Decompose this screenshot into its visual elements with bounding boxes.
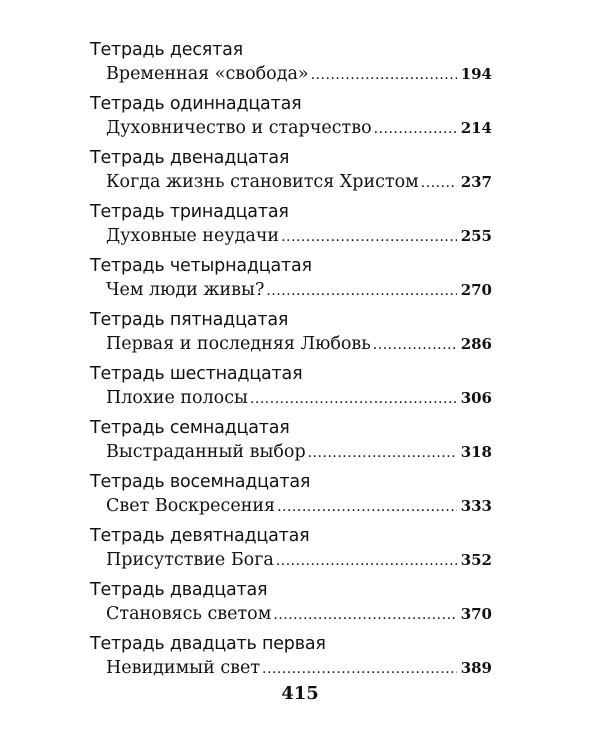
- chapter-page-number: 270: [460, 281, 492, 299]
- notebook-heading: Тетрадь десятая: [90, 40, 243, 60]
- chapter-page-number: 194: [460, 65, 492, 83]
- dot-leader: [250, 387, 457, 411]
- toc-entry: [90, 94, 492, 148]
- chapter-page-number: 255: [460, 227, 492, 245]
- chapter-line: [90, 332, 492, 357]
- table-of-contents: [90, 40, 492, 688]
- chapter-line: [90, 494, 492, 519]
- chapter-title: Свет Воскресения: [106, 496, 276, 516]
- toc-entry: [90, 40, 492, 94]
- chapter-page-number: 389: [460, 659, 492, 677]
- dot-leader: [262, 657, 457, 681]
- chapter-page-number: 306: [460, 389, 492, 407]
- toc-entry: [90, 364, 492, 418]
- toc-entry: [90, 634, 492, 688]
- chapter-line: [90, 440, 492, 465]
- notebook-heading: Тетрадь пятнадцатая: [90, 310, 289, 330]
- dot-leader: [277, 495, 457, 519]
- notebook-heading: Тетрадь восемнадцатая: [90, 472, 311, 492]
- chapter-line: [90, 656, 492, 681]
- dot-leader: [276, 549, 457, 573]
- dot-leader: [421, 171, 457, 195]
- chapter-title: Когда жизнь становится Христом: [106, 172, 419, 192]
- notebook-heading: Тетрадь одиннадцатая: [90, 94, 302, 114]
- chapter-title: Невидимый свет: [106, 658, 261, 678]
- notebook-heading: Тетрадь четырнадцатая: [90, 256, 312, 276]
- chapter-line: [90, 386, 492, 411]
- toc-entry: [90, 580, 492, 634]
- notebook-heading: Тетрадь девятнадцатая: [90, 526, 310, 546]
- toc-entry: [90, 418, 492, 472]
- dot-leader: [308, 441, 457, 465]
- chapter-page-number: 318: [460, 443, 492, 461]
- notebook-heading: Тетрадь тринадцатая: [90, 202, 289, 222]
- toc-entry: [90, 202, 492, 256]
- dot-leader: [311, 63, 457, 87]
- chapter-page-number: 333: [460, 497, 492, 515]
- chapter-line: [90, 278, 492, 303]
- notebook-heading: Тетрадь двенадцатая: [90, 148, 290, 168]
- chapter-line: [90, 224, 492, 249]
- chapter-title: Выстраданный выбор: [106, 442, 306, 462]
- chapter-line: [90, 602, 492, 627]
- chapter-page-number: 286: [460, 335, 492, 353]
- chapter-line: [90, 170, 492, 195]
- chapter-page-number: 352: [460, 551, 492, 569]
- notebook-heading: Тетрадь шестнадцатая: [90, 364, 303, 384]
- chapter-title: Первая и последняя Любовь: [106, 334, 371, 354]
- notebook-heading: Тетрадь двадцатая: [90, 580, 268, 600]
- toc-entry: [90, 148, 492, 202]
- chapter-title: Духовничество и старчество: [106, 118, 372, 138]
- dot-leader: [281, 225, 457, 249]
- chapter-line: [90, 116, 492, 141]
- toc-entry: [90, 310, 492, 364]
- chapter-title: Плохие полосы: [106, 388, 248, 408]
- chapter-title: Духовные неудачи: [106, 226, 280, 246]
- chapter-title: Чем люди живы?: [106, 280, 265, 300]
- toc-entry: [90, 256, 492, 310]
- toc-entry: [90, 526, 492, 580]
- dot-leader: [273, 603, 456, 627]
- dot-leader: [374, 117, 457, 141]
- chapter-page-number: 214: [460, 119, 492, 137]
- chapter-title: Становясь светом: [106, 604, 272, 624]
- page-number: 415: [281, 683, 319, 704]
- toc-entry: [90, 472, 492, 526]
- chapter-title: Временная «свобода»: [106, 64, 309, 84]
- chapter-page-number: 370: [460, 605, 492, 623]
- dot-leader: [373, 333, 457, 357]
- chapter-line: [90, 62, 492, 87]
- chapter-line: [90, 548, 492, 573]
- chapter-page-number: 237: [460, 173, 492, 191]
- chapter-title: Присутствие Бога: [106, 550, 274, 570]
- notebook-heading: Тетрадь семнадцатая: [90, 418, 290, 438]
- dot-leader: [266, 279, 456, 303]
- notebook-heading: Тетрадь двадцать первая: [90, 634, 326, 654]
